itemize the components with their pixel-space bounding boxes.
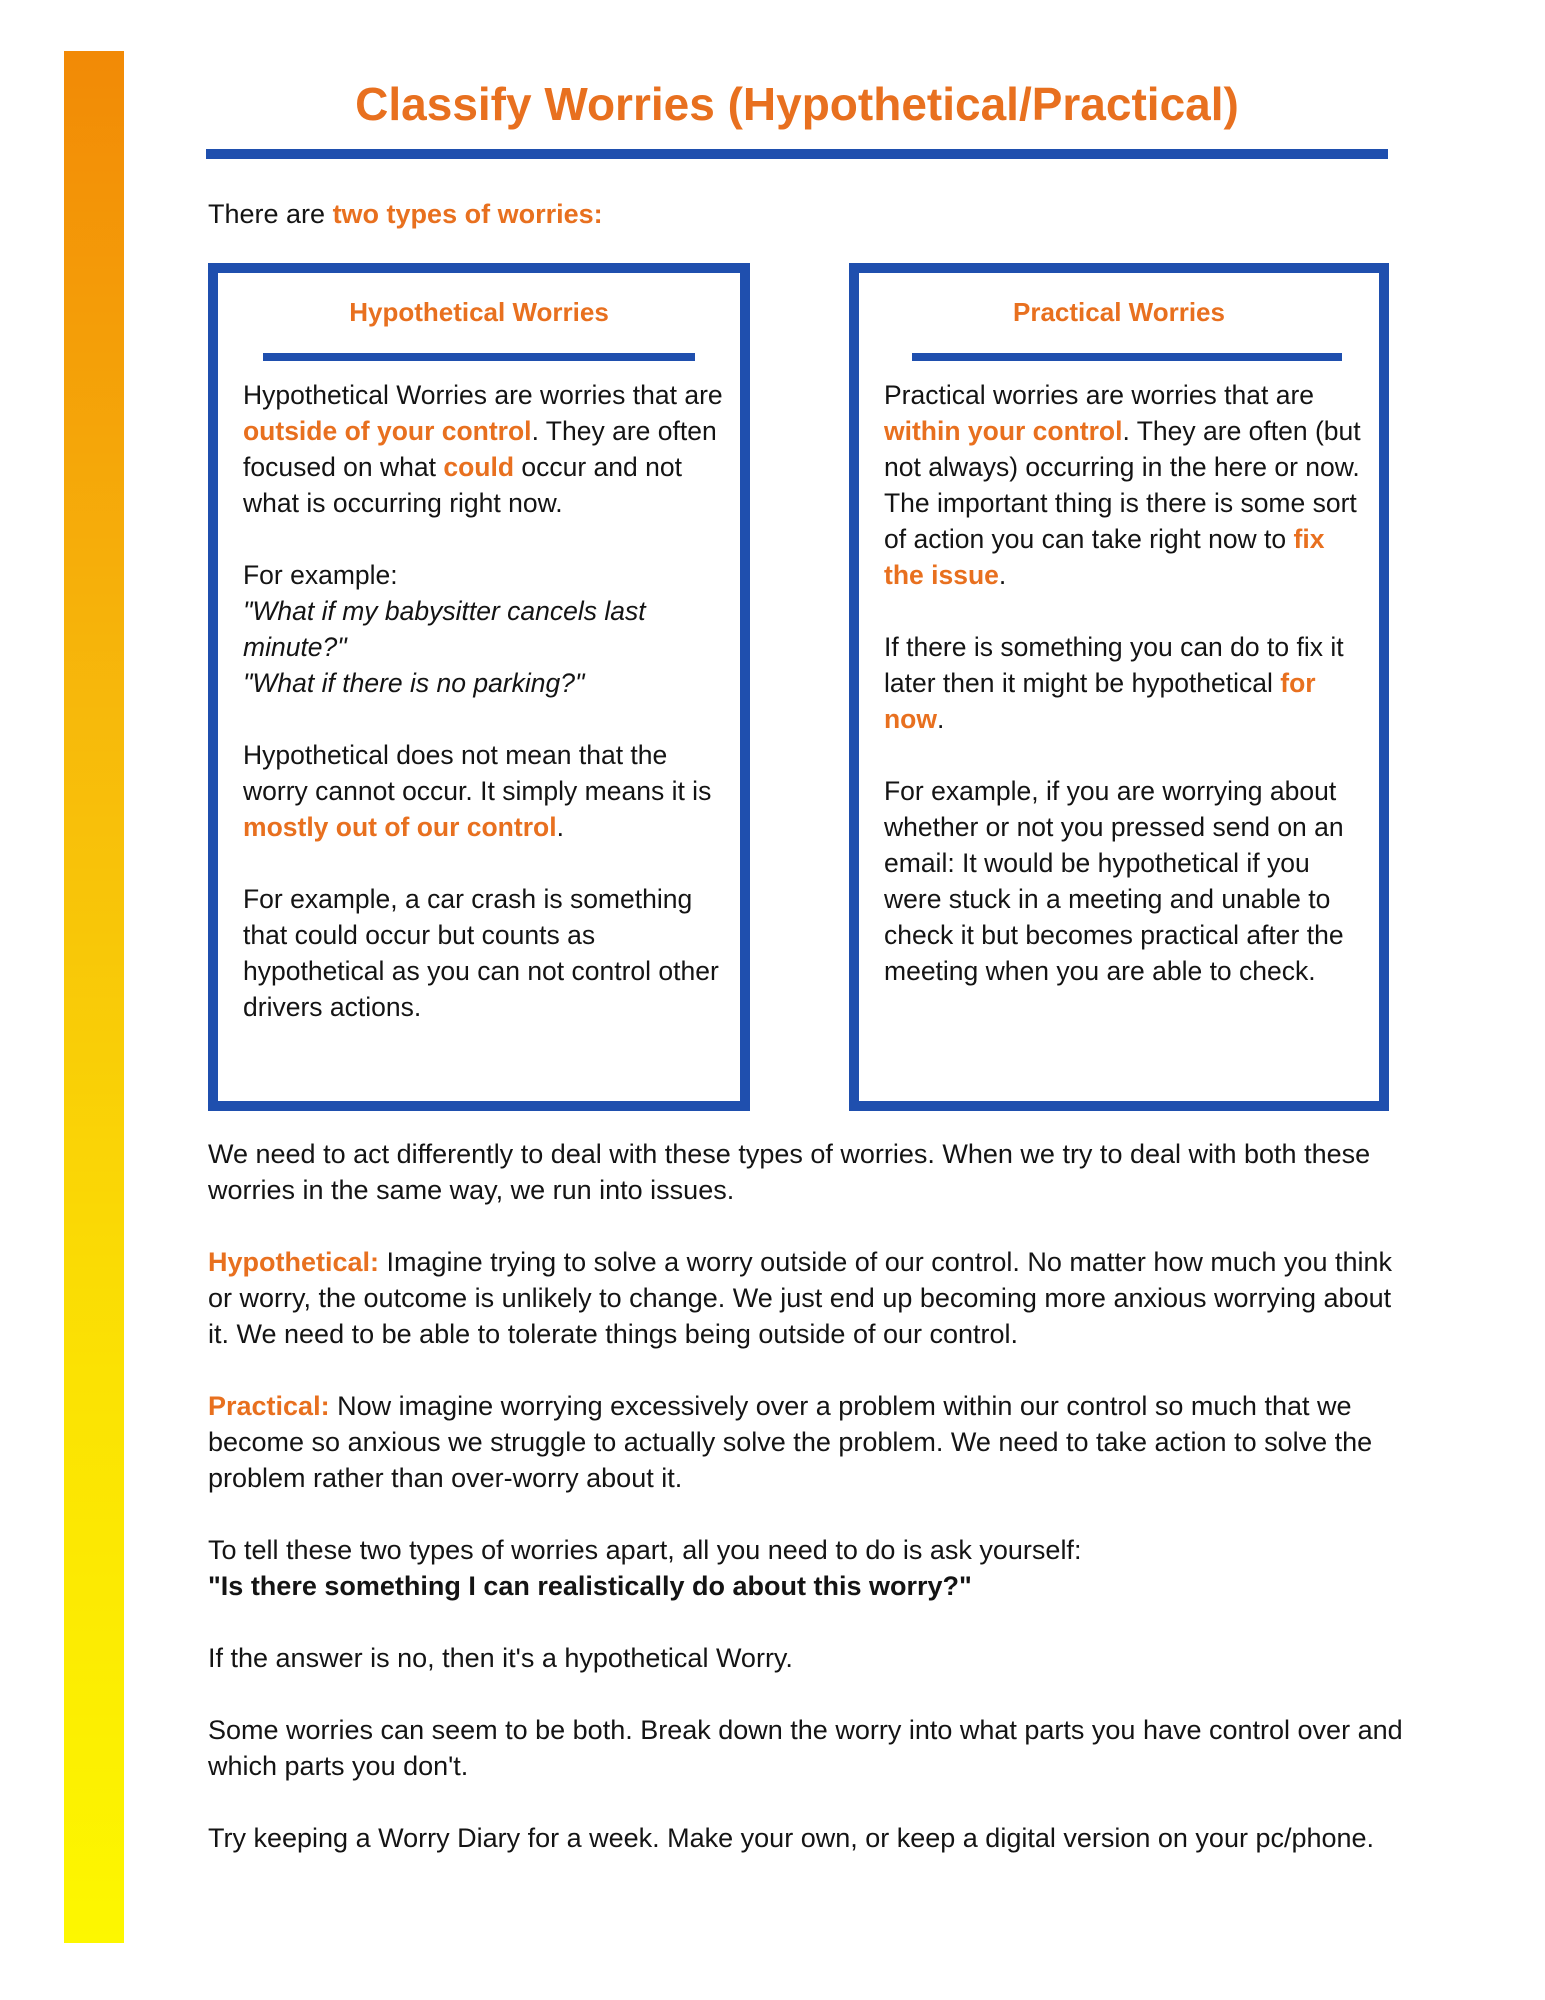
card-divider	[912, 353, 1342, 361]
highlight-could: could	[443, 452, 515, 482]
intro-prefix: There are	[208, 199, 333, 229]
text-span: . They are often (but not always) occurring in the here or now. The important thing is there is some sort of action you can take right now to	[884, 416, 1361, 554]
example-quote: "What if my babysitter cancels last minute?"	[243, 596, 646, 662]
act-differently-paragraph: We need to act differently to deal with these types of worries. When we try to deal with both these worries in the same way, we run into issues.	[208, 1139, 1371, 1205]
practical-label: Practical:	[208, 1391, 330, 1421]
hypothetical-clarification	[243, 737, 726, 845]
text-span: . They are often focused on what	[243, 416, 717, 482]
hypothetical-definition	[243, 377, 726, 521]
text-span: occur and not what is occurring right now.	[243, 452, 682, 518]
text-span: Now imagine worrying excessively over a problem within our control so much that we become so anxious we struggle to actually solve the problem. We need to take action to solve the problem rather than over-worry about it.	[208, 1391, 1373, 1493]
key-question: "Is there something I can realistically do about this worry?"	[208, 1571, 972, 1601]
answer-no-text: If the answer is no, then it's a hypothetical Worry.	[208, 1643, 793, 1673]
card-body-hypothetical	[243, 377, 726, 1025]
tell-apart-text: To tell these two types of worries apart, all you need to do is ask yourself:	[208, 1535, 1082, 1565]
hypothetical-examples	[243, 557, 726, 701]
text-span: Practical worries are worries that are	[884, 380, 1315, 410]
text-span: Hypothetical Worries are worries that are	[243, 380, 723, 410]
highlight-for-now: for now	[884, 668, 1316, 734]
highlight-within-control: within your control	[884, 416, 1123, 446]
explanation-section	[208, 1136, 1408, 1892]
text-span: .	[937, 704, 945, 734]
highlight-mostly-out-of-control: mostly out of our control	[243, 812, 557, 842]
both-worries-text: Some worries can seem to be both. Break down the worry into what parts you have control over and which parts you don't.	[208, 1715, 1403, 1781]
card-title-practical: Practical Worries	[1013, 297, 1225, 327]
highlight-outside-control: outside of your control	[243, 416, 532, 446]
hypothetical-explanation	[208, 1244, 1408, 1352]
practical-explanation	[208, 1388, 1408, 1496]
example-quote: "What if there is no parking?"	[243, 668, 585, 698]
practical-later-note	[884, 629, 1365, 737]
intro-highlight: two types of worries:	[332, 199, 603, 229]
card-divider	[263, 353, 695, 361]
card-title-hypothetical: Hypothetical Worries	[349, 297, 609, 327]
hypothetical-worries-card	[208, 263, 750, 1111]
intro-text	[208, 196, 603, 232]
hypothetical-car-example: For example, a car crash is something that could occur but counts as hypothetical as you can not control other drivers actions.	[243, 884, 719, 1022]
highlight-fix-the-issue: fix the issue	[884, 524, 1325, 590]
example-label: For example:	[243, 560, 398, 590]
text-span: .	[556, 812, 564, 842]
hypothetical-label: Hypothetical:	[208, 1247, 380, 1277]
text-span: If there is something you can do to fix it later then it might be hypothetical	[884, 632, 1344, 698]
worry-diary-text: Try keeping a Worry Diary for a week. Make your own, or keep a digital version on your pc/phone.	[208, 1823, 1375, 1853]
text-span: Hypothetical does not mean that the worry cannot occur. It simply means it is	[243, 740, 712, 806]
practical-worries-card	[849, 263, 1389, 1111]
decorative-gradient-bar	[64, 51, 124, 1943]
title-divider	[206, 149, 1388, 159]
card-body-practical	[884, 377, 1365, 989]
practical-definition	[884, 377, 1365, 593]
text-span: .	[998, 560, 1007, 590]
text-span: Imagine trying to solve a worry outside of our control. No matter how much you think or worry, the outcome is unlikely to change. We just end up becoming more anxious worrying about it. We need to be able to tolerate things being outside of our control.	[208, 1247, 1392, 1349]
page-title: Classify Worries (Hypothetical/Practical)	[355, 78, 1239, 130]
practical-email-example: For example, if you are worrying about whether or not you pressed send on an email: It would be hypothetical if you were stuck in a meeting and unable to check it but becomes practical after the meeting when you are able to check.	[884, 776, 1344, 986]
